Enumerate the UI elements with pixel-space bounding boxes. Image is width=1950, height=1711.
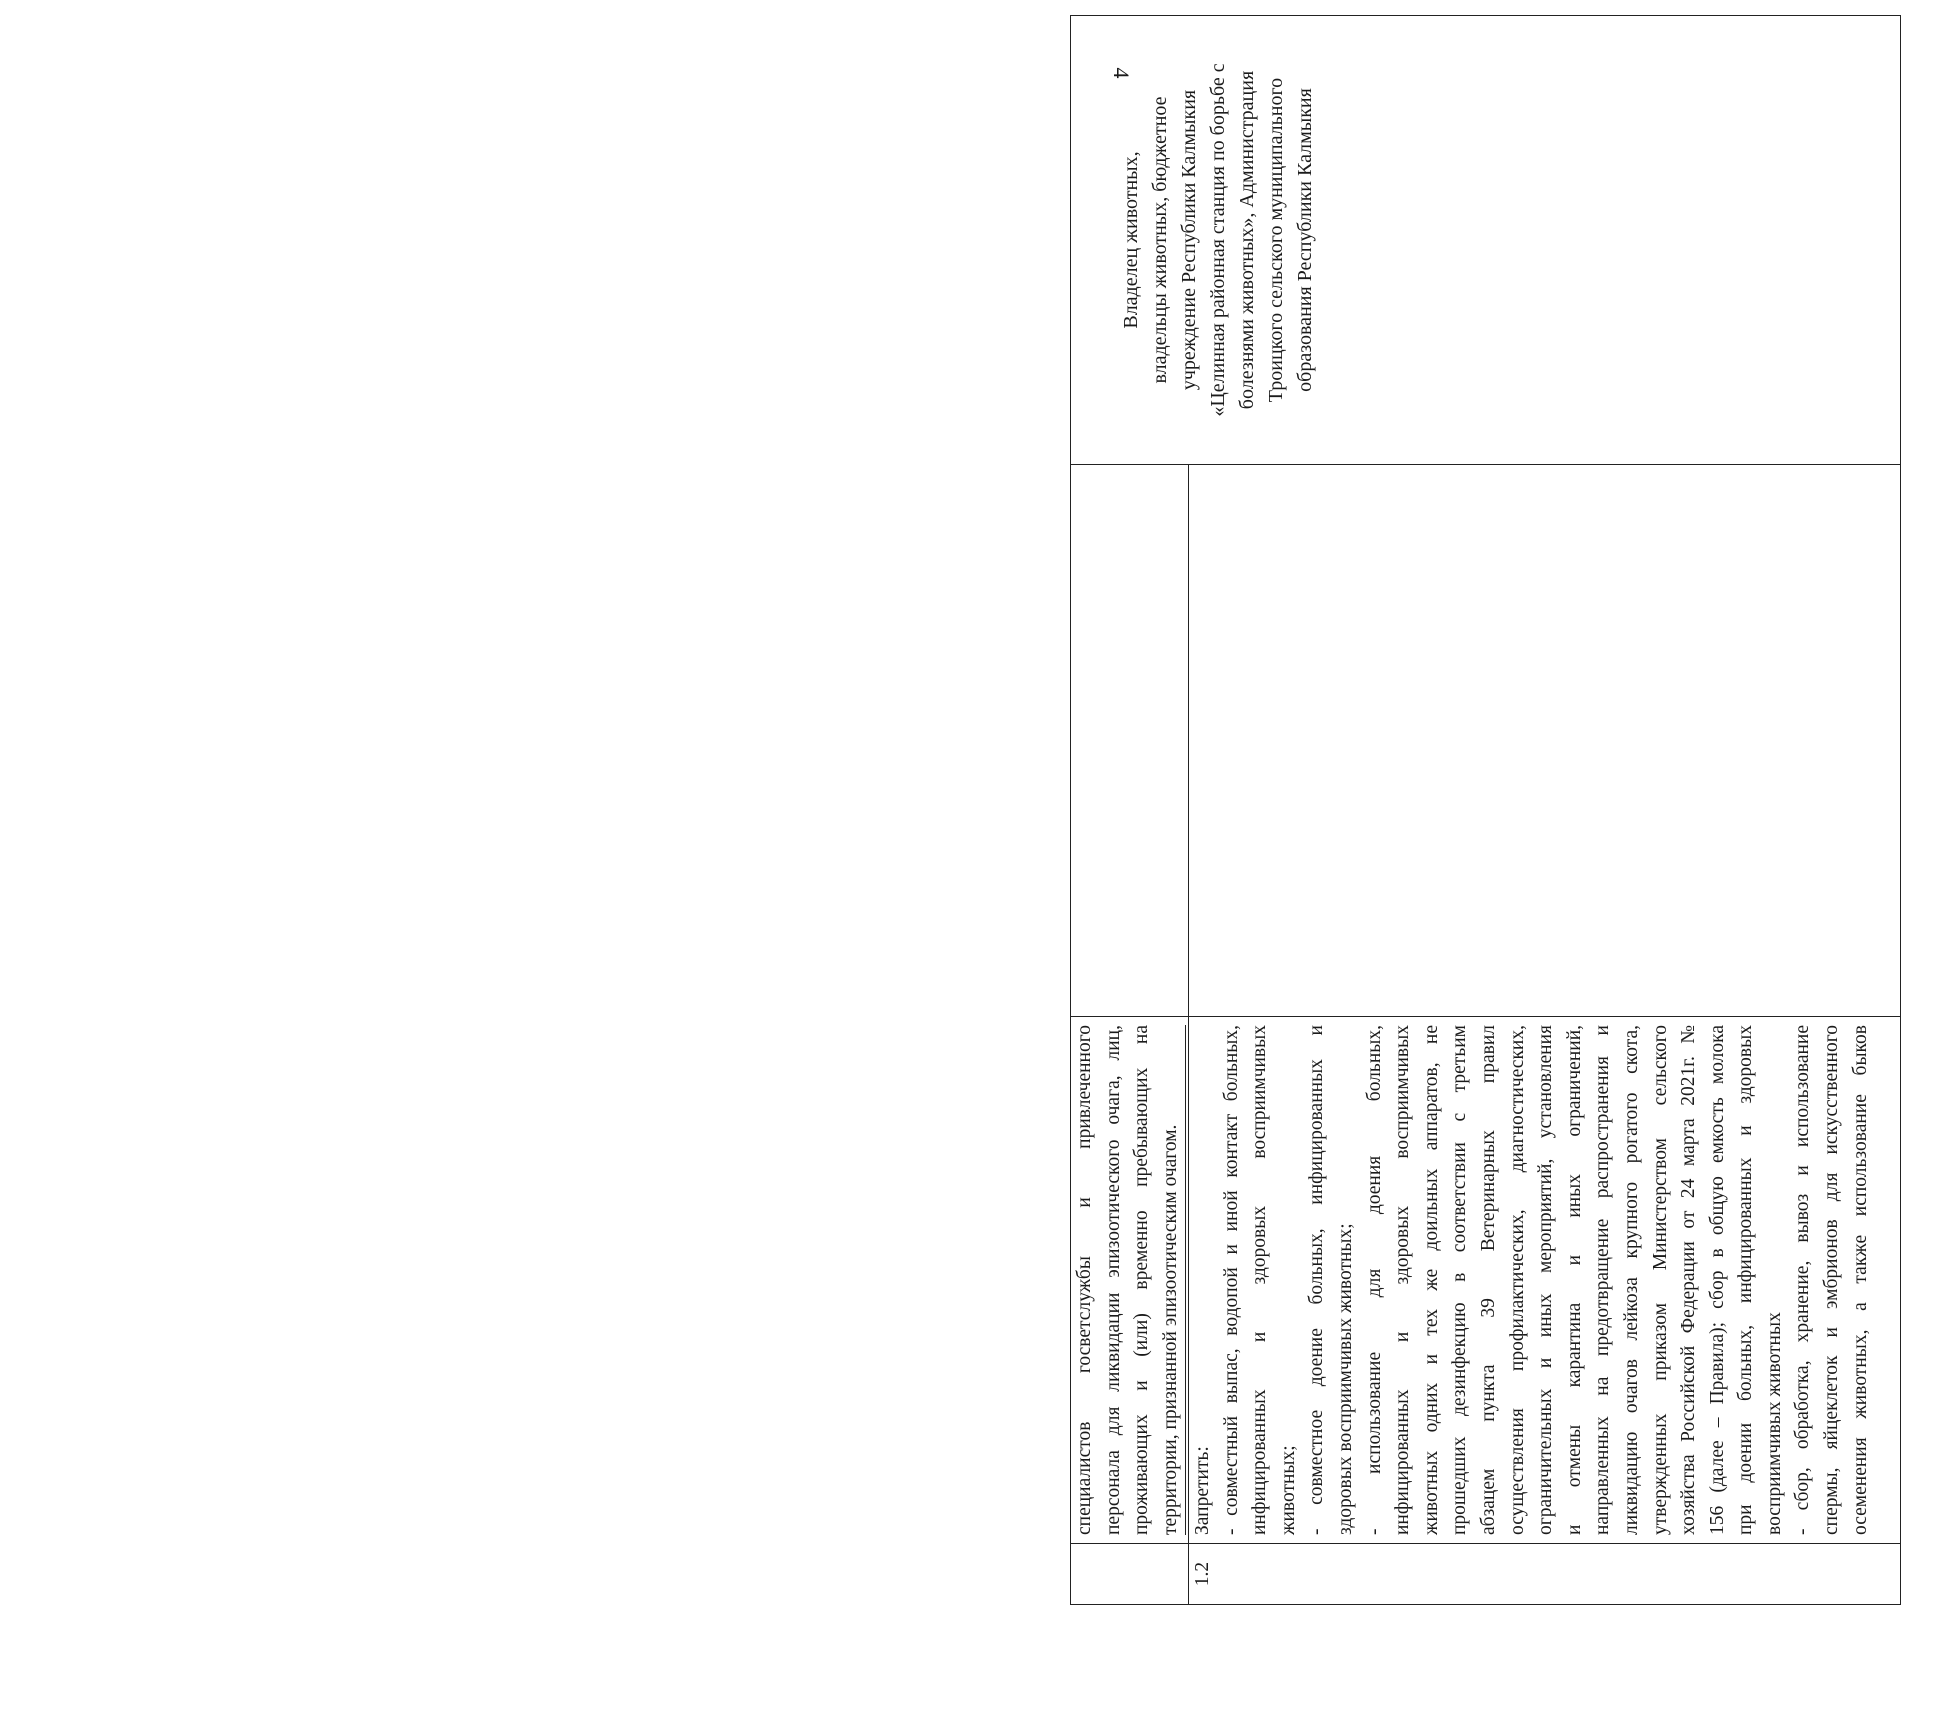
text-line: хозяйства Российской Федерации от 24 марта 2021г. № <box>1678 1025 1700 1535</box>
term-cell <box>1071 465 1189 1017</box>
table-row-continued <box>1071 16 1189 1605</box>
text-line: утвержденных приказом Министерством сельского <box>1649 1025 1671 1535</box>
text-line: прошедших дезинфекцию в соответствии с третьим <box>1449 1025 1471 1535</box>
text-line: инфицированных и здоровых восприимчивых <box>1249 1025 1271 1535</box>
text-line: и отмены карантина и иных ограничений, <box>1563 1025 1585 1535</box>
text-line: - использование для доения больных, <box>1363 1025 1385 1535</box>
responsible-line: учреждение Республики Калмыкия <box>1178 89 1200 391</box>
responsible-line: владельцы животных, бюджетное <box>1149 96 1171 384</box>
page-number: 4 <box>1109 67 1134 79</box>
measures-table <box>1070 15 1901 1605</box>
text-line: Запретить: <box>1192 1446 1213 1535</box>
rotated-table-container <box>1070 15 1950 1635</box>
text-line: осуществления профилактических, диагностических, <box>1506 1025 1528 1535</box>
row-number-cell <box>1071 1544 1189 1605</box>
text-line: инфицированных и здоровых восприимчивых <box>1392 1025 1414 1535</box>
text-line: восприимчивых животных <box>1763 1312 1785 1535</box>
term-cell <box>1189 465 1901 1017</box>
responsible-cell <box>1071 16 1901 465</box>
responsible-line: образования Республики Калмыкия <box>1294 88 1316 392</box>
measure-text-cell <box>1189 1017 1901 1544</box>
text-line: специалистов госветслужбы и привлеченного <box>1074 1025 1095 1535</box>
text-line: абзацем пункта 39 Ветеринарных правил <box>1477 1025 1499 1535</box>
text-line: здоровых восприимчивых животных; <box>1334 1223 1356 1535</box>
text-line: - совместное доение больных, инфицированных и <box>1306 1025 1328 1535</box>
text-line: - сбор, обработка, хранение, вывоз и использование <box>1792 1025 1814 1535</box>
text-line: 156 (далее – Правила); сбор в общую емкость молока <box>1706 1025 1728 1535</box>
text-line: животных; <box>1277 1445 1299 1535</box>
text-line: направленных на предотвращение распространения и <box>1592 1025 1614 1535</box>
text-line: ограничительных и иных мероприятий, установления <box>1535 1025 1557 1535</box>
text-line: животных одних и тех же доильных аппаратов, не <box>1420 1025 1442 1535</box>
measure-text-cell <box>1071 1017 1189 1544</box>
text-line: персонала для ликвидации эпизоотического очага, лиц, <box>1102 1025 1124 1535</box>
text-line: ликвидацию очагов лейкоза крупного рогатого скота, <box>1620 1025 1642 1535</box>
text-line: территории, признанной эпизоотическим очагом. <box>1157 1025 1187 1535</box>
text-line: при доении больных, инфицированных и здоровых <box>1735 1025 1757 1535</box>
responsible-line: болезнями животных», Администрация <box>1236 70 1258 410</box>
responsible-line: Троицкого сельского муниципального <box>1265 77 1287 403</box>
text-line: проживающих и (или) временно пребывающих на <box>1131 1025 1153 1535</box>
text-line: спермы, яйцеклеток и эмбрионов для искусственного <box>1821 1025 1843 1535</box>
text-line: осеменения животных, а также использование быков <box>1849 1025 1871 1535</box>
responsible-line: «Целинная районная станция по борьбе с <box>1207 63 1229 417</box>
row-number-cell: 1.2 <box>1189 1544 1901 1605</box>
text-line: - совместный выпас, водопой и иной контакт больных, <box>1220 1025 1242 1535</box>
responsible-line: Владелец животных, <box>1120 151 1142 329</box>
responsible-text <box>1071 24 1320 456</box>
